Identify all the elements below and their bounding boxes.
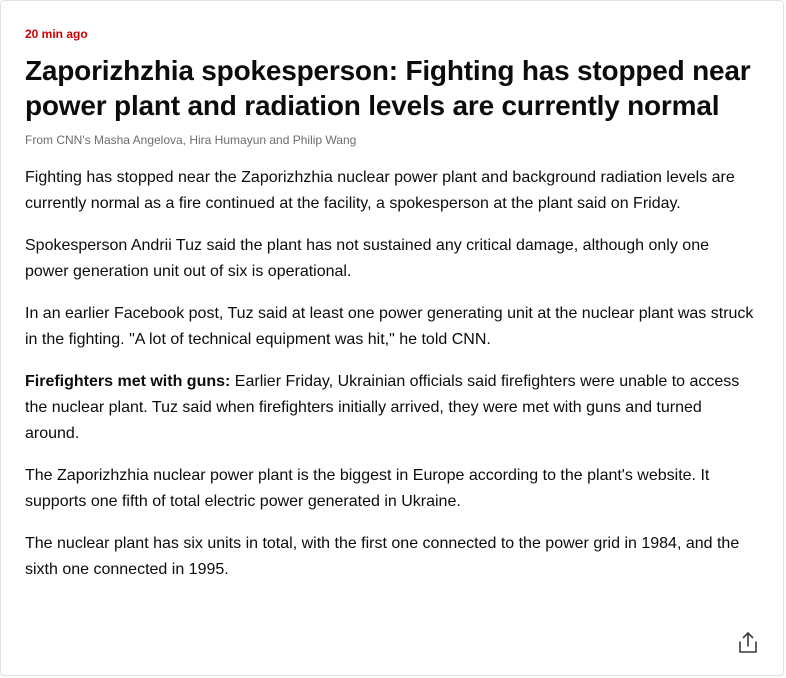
paragraph-lead: Firefighters met with guns: [25,373,231,390]
paragraph [25,463,755,515]
paragraph [25,165,755,217]
paragraph [25,531,755,583]
post-byline: From CNN's Masha Angelova, Hira Humayun and Philip Wang [25,133,357,147]
post-timestamp: 20 min ago [25,27,88,41]
paragraph-text: Spokesperson Andrii Tuz said the plant has not sustained any critical damage, although only one power generation unit out of six is operational. [25,237,709,280]
paragraph [25,301,755,353]
paragraph-text: The nuclear plant has six units in total, with the first one connected to the power grid in 1984, and the sixth one connected in 1995. [25,535,740,578]
paragraph [25,369,755,447]
paragraph-text: Fighting has stopped near the Zaporizhzhia nuclear power plant and background radiation levels are currently normal as a fire continued at the facility, a spokesperson at the plant said on Friday. [25,169,735,212]
paragraph-text: Earlier Friday, Ukrainian officials said firefighters were unable to access the nuclear plant. Tuz said when firefighters initially arrived, they were met with guns and turned around. [25,373,740,442]
share-icon [737,631,759,655]
paragraph-text: In an earlier Facebook post, Tuz said at least one power generating unit at the nuclear plant was struck in the fighting. "A lot of technical equipment was hit," he told CNN. [25,305,754,348]
post-content [25,27,755,599]
paragraph [25,233,755,285]
share-button[interactable] [737,631,759,655]
post-headline: Zaporizhzhia spokesperson: Fighting has stopped near power plant and radiation levels are currently normal [25,55,751,121]
paragraph-text: The Zaporizhzhia nuclear power plant is the biggest in Europe according to the plant's website. It supports one fifth of total electric power generated in Ukraine. [25,467,710,510]
